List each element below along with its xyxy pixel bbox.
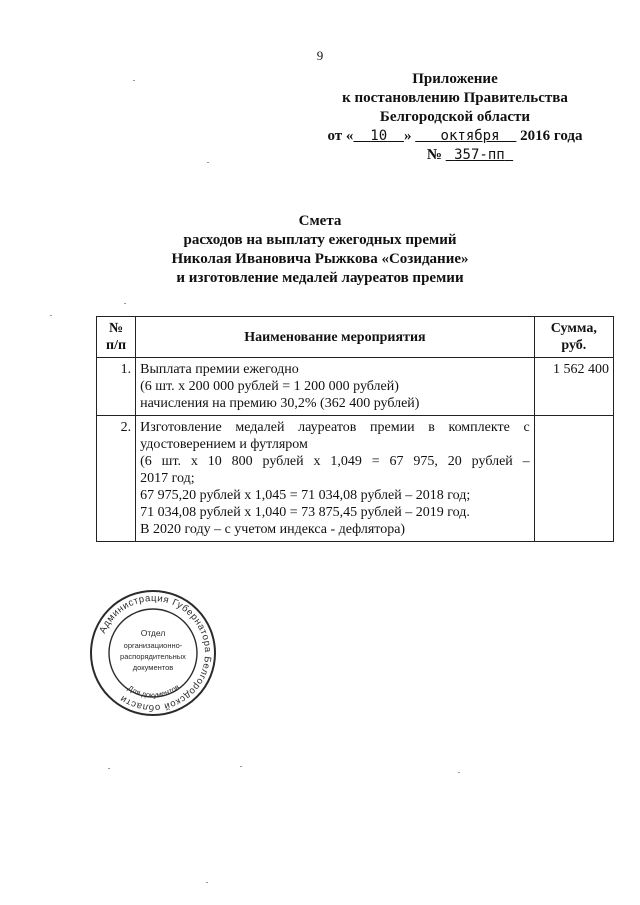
date-year: 2016 года [520,128,583,144]
header-number: № п/п [97,317,136,358]
document-title [0,212,640,288]
scan-speck [206,882,208,883]
row-sum [534,416,613,542]
date-prefix: от « [327,128,354,144]
number-value: 357-пп [454,147,505,163]
row-sum: 1 562 400 [534,358,613,416]
estimate-table [96,316,614,542]
scan-speck [207,162,209,163]
page-number: 9 [316,48,324,63]
appendix-date [300,127,610,146]
stamp-bottom-text: Для документов [126,682,181,700]
table-row [97,358,614,416]
table-header-row [97,317,614,358]
scan-speck [240,766,242,767]
scan-speck [124,303,126,304]
appendix-resolution: к постановлению Правительства [342,90,568,106]
stamp-outer-text: Администрация Губернатора Белгородской области [97,592,214,714]
row-description: Изготовление медалей лауреатов премии в комплекте с удостоверением и футляром (6 шт. х 10 800 рублей х 1,049 = 67 975, 20 рублей – 2017 год; 67 975,20 рублей х 1,045 = 71 034,08 рублей – 2018 год; 71 034,08 рублей х 1,040 = 73 875,45 рублей – 2019 год. В 2020 году – с учетом индекса - дефлятора) [136,416,535,542]
title-line-2: расходов на выплату ежегодных премий [183,232,457,248]
scan-speck [458,772,460,773]
stamp-inner-text [120,628,186,672]
header-name: Наименование мероприятия [136,317,535,358]
official-stamp [88,588,218,718]
number-prefix: № [426,147,442,163]
date-day: 10 [370,128,388,144]
row-description: Выплата премии ежегодно (6 шт. х 200 000 рублей = 1 200 000 рублей) начисления на премию 30,2% (362 400 рублей) [136,358,535,416]
table-row [97,416,614,542]
scan-speck [133,80,135,81]
svg-text:документов: документов [132,663,174,672]
title-line-3: Николая Ивановича Рыжкова «Созидание» [171,251,469,267]
appendix-region: Белгородской области [379,109,531,125]
date-mid: » [403,128,412,144]
title-line-4: и изготовление медалей лауреатов премии [176,270,464,286]
row-number: 2. [97,416,136,542]
appendix-number [300,146,610,165]
title-line-1: Смета [298,213,342,229]
row-number: 1. [97,358,136,416]
header-sum: Сумма, руб. [534,317,613,358]
svg-text:Отдел: Отдел [140,628,166,638]
date-month: октября [440,128,500,144]
scan-speck [50,315,52,316]
svg-text:распорядительных: распорядительных [120,652,186,661]
appendix-block [300,70,610,165]
svg-text:организационно-: организационно- [123,641,183,650]
scan-speck [108,768,110,769]
appendix-title: Приложение [412,71,498,87]
